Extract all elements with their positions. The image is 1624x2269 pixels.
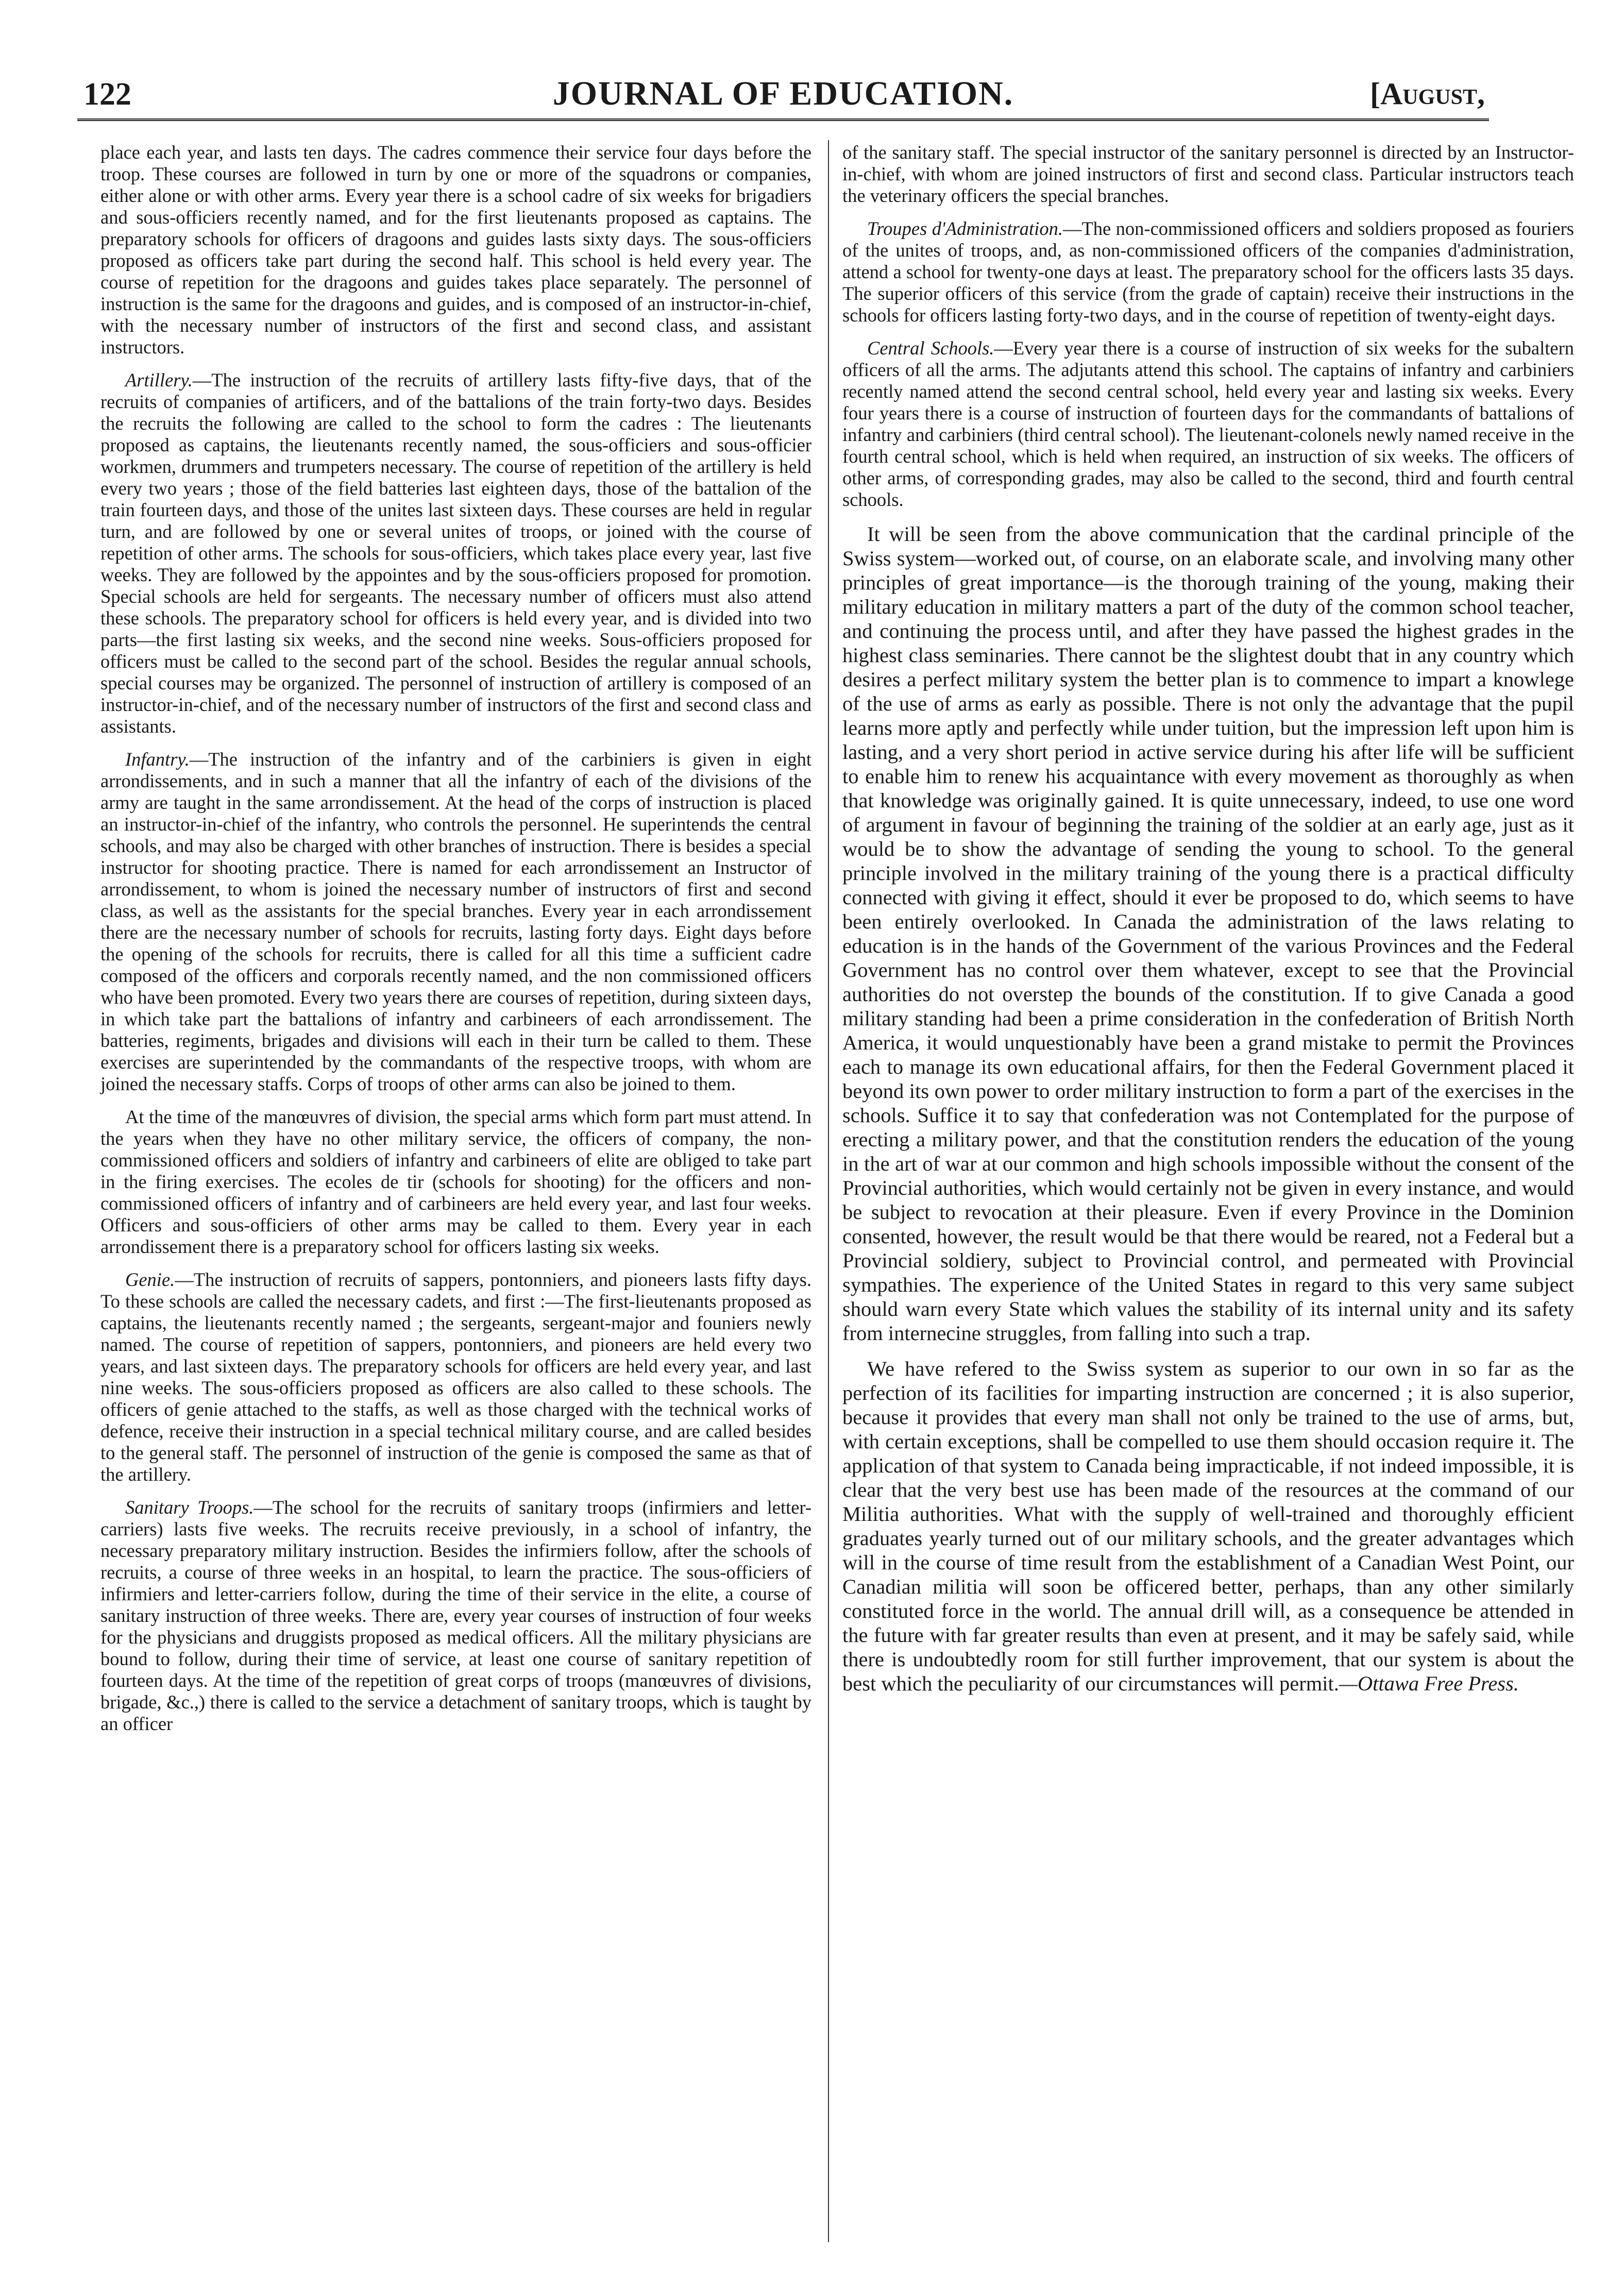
section-heading-artillery: Artillery. xyxy=(125,369,193,391)
issue-month: [August, xyxy=(1369,77,1485,111)
page-header xyxy=(77,67,1489,121)
section-heading-central-schools: Central Schools. xyxy=(867,337,994,359)
source-attribution: —Ottawa Free Press. xyxy=(1339,1672,1519,1695)
paragraph-troupes-administration: Troupes d'Administration.—The non-commissioned officers and soldiers proposed as fouriers of the unites of troops, and, as non-commissioned officers of the companies d'administration, attend a school for twenty-one days at least. The preparatory school for the officers lasts 35 days. The superior officers of this service (from the grade of captain) receive their instructions in the schools for officers lasting forty-two days, and in the course of repetition of twenty-eight days. xyxy=(842,218,1574,326)
page-number: 122 xyxy=(83,77,131,112)
paragraph-commentary-swiss-system: It will be seen from the above communication that the cardinal principle of the Swiss system—worked out, of course, on an elaborate scale, and involving many other principles of great importance—is the thorough training of the young, making their military education in military matters a part of the duty of the common school teacher, and continuing the process until, and after they have passed the highest grades in the highest class seminaries. There cannot be the slightest doubt that in any country which desires a perfect military system the better plan is to commence to impart a knowlege of the use of arms as early as possible. There is not only the advantage that the pupil learns more aptly and perfectly while under tuition, but the impression left upon him is lasting, and a very short period in active service during his after life will be sufficient to enable him to renew his acquaintance with every movement as thoroughly as when that knowledge was originally gained. It is quite unnecessary, indeed, to use one word of argument in favour of beginning the training of the soldier at an early age, just as it would be to show the advantage of sending the young to school. To the general principle involved in the military training of the young there is a practical difficulty connected with giving it effect, should it ever be proposed to do, which seems to have been entirely overlooked. In Canada the administration of the laws relating to education is in the hands of the Government of the various Provinces and the Federal Government has no control over them whatever, except to see that the Provincial authorities do not overstep the bounds of the constitution. If to give Canada a good military standing had been a prime consideration in the confederation of British North America, it would unquestionably have been a grand mistake to permit the Provinces each to manage its own educational affairs, for then the Federal Government placed it beyond its own power to order military instruction to form a part of the exercises in the schools. Suffice it to say that confederation was not Contemplated for the purpose of erecting a military power, and that the constitution renders the education of the young in the art of war at our common and high schools impossible without the consent of the Provincial authorities, which would certainly not be given in every instance, and would be subject to revocation at their pleasure. Even if every Province in the Dominion consented, however, the result would be that there would be reared, not a Federal but a Provincial soldiery, subject to Provincial control, and permeated with Provincial sympathies. The experience of the United States in regard to this very same subject should warn every State which values the stability of its internal unity and its safety from internecine struggles, from falling into such a trap. xyxy=(842,522,1574,1345)
paragraph-infantry: Infantry.—The instruction of the infantry and of the carbiniers is given in eight arrondissements, and in such a manner that all the infantry of each of the divisions of the army are taught in the same arrondissement. At the head of the corps of instruction is placed an instructor-in-chief of the infantry, who controls the personnel. He superintends the central schools, and may also be charged with other branches of instruction. There is besides a special instructor for shooting practice. There is named for each arrondissement an Instructor of arrondissement, to whom is joined the necessary number of instructors of first and second class, as well as the assistants for the special branches. Every year in each arrondissement there are the necessary number of schools for recruits, lasting forty days. Eight days before the opening of the schools for recruits, there is called for all this time a sufficient cadre composed of the officers and corporals recently named, and the non commissioned officers who have been promoted. Every two years there are courses of repetition, during sixteen days, in which take part the battalions of infantry and carbineers of each arrondissement. The batteries, regiments, brigades and divisions will each in their turn be called to them. These exercises are superintended by the commandants of the respective troops, with whom are joined the necessary staffs. Corps of troops of other arms can also be joined to them. xyxy=(100,749,811,1094)
section-heading-infantry: Infantry. xyxy=(125,749,190,770)
paragraph-sanitary-continued: of the sanitary staff. The special instructor of the sanitary personnel is directed by an Instructor-in-chief, with whom are joined instructors of first and second class. Particular instructors teach the veterinary officers the special branches. xyxy=(842,142,1574,206)
column-divider xyxy=(828,140,829,2242)
paragraph-genie: Genie.—The instruction of recruits of sappers, pontonniers, and pioneers lasts fifty days. To these schools are called the necessary cadets, and first :—The first-lieutenants proposed as captains, the lieutenants recently named ; the sergeants, sergeant-major and founiers newly named. The course of repetition of sappers, pontonniers, and pioneers are held every two years, and last sixteen days. The preparatory schools for officers are held every year, and last nine weeks. The sous-officiers proposed as officers are also called to these schools. The officers of genie attached to the staffs, as well as those charged with the technical works of defence, receive their instruction in a special technical military course, and are called besides to the general staff. The personnel of instruction of the genie is composed the same as that of the artillery. xyxy=(100,1269,811,1485)
section-heading-sanitary-troops: Sanitary Troops. xyxy=(125,1497,254,1518)
paragraph-commentary-canada: We have refered to the Swiss system as superior to our own in so far as the perfection of its facilities for imparting instruction are concerned ; it is also superior, because it provides that every man shall not only be trained to the use of arms, but, with certain exceptions, shall be compelled to use them should occasion require it. The application of that system to Canada being impracticable, if not indeed impossible, it is clear that the very best use has been made of the resources at the command of our Militia authorities. What with the supply of well-trained and thoroughly efficient graduates yearly turned out of our military schools, and the greater advantages which will in the course of time result from the establishment of a Canadian West Point, our Canadian militia will soon be officered better, perhaps, than any other similarly constituted force in the world. The annual drill will, as a consequence be attended in the future with far greater results than even at present, and it may be safely said, while there is undoubtedly room for still further improvement, that our system is about the best which the peculiarity of our circumstances will permit.—Ottawa Free Press. xyxy=(842,1357,1574,1695)
paragraph-sanitary-troops: Sanitary Troops.—The school for the recruits of sanitary troops (infirmiers and letter-carriers) lasts five weeks. The recruits receive previously, in a school of infantry, the necessary preparatory military instruction. Besides the infirmiers follow, after the schools of recruits, a course of three weeks in an hospital, to learn the practice. The sous-officiers of infirmiers and letter-carriers follow, during the time of their service in the elite, a course of sanitary instruction of three weeks. There are, every year courses of instruction of four weeks for the physicians and druggists proposed as medical officers. All the military physicians are bound to follow, during their time of service, at least one course of sanitary repetition of fourteen days. At the time of the repetition of great corps of troops (manœuvres of divisions, brigade, &c.,) there is called to the service a detachment of sanitary troops, which is taught by an officer xyxy=(100,1497,812,1734)
left-column xyxy=(100,142,811,1746)
paragraph-artillery: Artillery.—The instruction of the recruits of artillery lasts fifty-five days, that of the recruits of companies of artificers, and of the battalions of the train forty-two days. Besides the recruits the following are called to the school to form the cadres : The lieutenants proposed as captains, the lieutenants recently named, the sous-officiers and sous-officier workmen, drummers and trumpeters necessary. The course of repetition of the artillery is held every two years ; those of the field batteries last eighteen days, those of the battalion of the train fourteen days, and those of the unites last sixteen days. These courses are held in regular turn, and are followed by one or several unites of troops, or joined with the course of repetition of other arms. The schools for sous-officiers, which takes place every year, last five weeks. They are followed by the appointes and by the sous-officiers proposed for promotion. Special schools are held for sergeants. The necessary number of officers must also attend these schools. The preparatory school for officers is held every year, and is divided into two parts—the first lasting six weeks, and the second nine weeks. Sous-officiers proposed for officers must be called to the second part of the school. Besides the regular annual schools, special courses may be organized. The personnel of instruction of artillery is composed of an instructor-in-chief, and of the necessary number of instructors of the first and second class and assistants. xyxy=(100,369,811,737)
section-heading-genie: Genie. xyxy=(125,1269,175,1290)
right-column xyxy=(842,142,1574,1707)
paragraph-cavalry: place each year, and lasts ten days. The cadres commence their service four days before the troop. These courses are followed in turn by one or more of the squadrons or companies, either alone or with other arms. Every year there is a school cadre of six weeks for brigadiers and sous-officiers recently named, and for the first lieutenants proposed as captains. The preparatory schools for officers of dragoons and guides lasts sixty days. The sous-officiers proposed as officers take part during the second half. This school is held every year. The course of repetition for the dragoons and guides takes place separately. The personnel of instruction is the same for the dragoons and guides, and is composed of an instructor-in-chief, with the necessary number of instructors of the first and second class, and assistant instructors. xyxy=(100,142,811,358)
journal-title: JOURNAL OF EDUCATION. xyxy=(552,75,1014,112)
section-heading-troupes-administration: Troupes d'Administration. xyxy=(867,218,1063,239)
paragraph-central-schools: Central Schools.—Every year there is a course of instruction of six weeks for the subaltern officers of all the arms. The adjutants attend this school. The captains of infantry and carbiniers recently named attend the second central school, held every year and lasting six weeks. Every four years there is a course of instruction of fourteen days for the commandants of battalions of infantry and carbiniers (third central school). The lieutenant-colonels newly named receive in the fourth central school, which is held when required, an instruction of six weeks. The officers of other arms, of corresponding grades, may also be called to the second, third and fourth central schools. xyxy=(842,337,1574,510)
paragraph-manoeuvres: At the time of the manœuvres of division, the special arms which form part must attend. In the years when they have no other military service, the officers of company, the non-commissioned officers and soldiers of infantry and carbineers of elite are obliged to take part in the firing exercises. The ecoles de tir (schools for shooting) for the officers and non-commissioned officers of infantry and of carbineers are held every year, and last four weeks. Officers and sous-officiers of other arms may be called to them. Every year in each arrondissement there is a preparatory school for officers lasting six weeks. xyxy=(100,1106,811,1257)
